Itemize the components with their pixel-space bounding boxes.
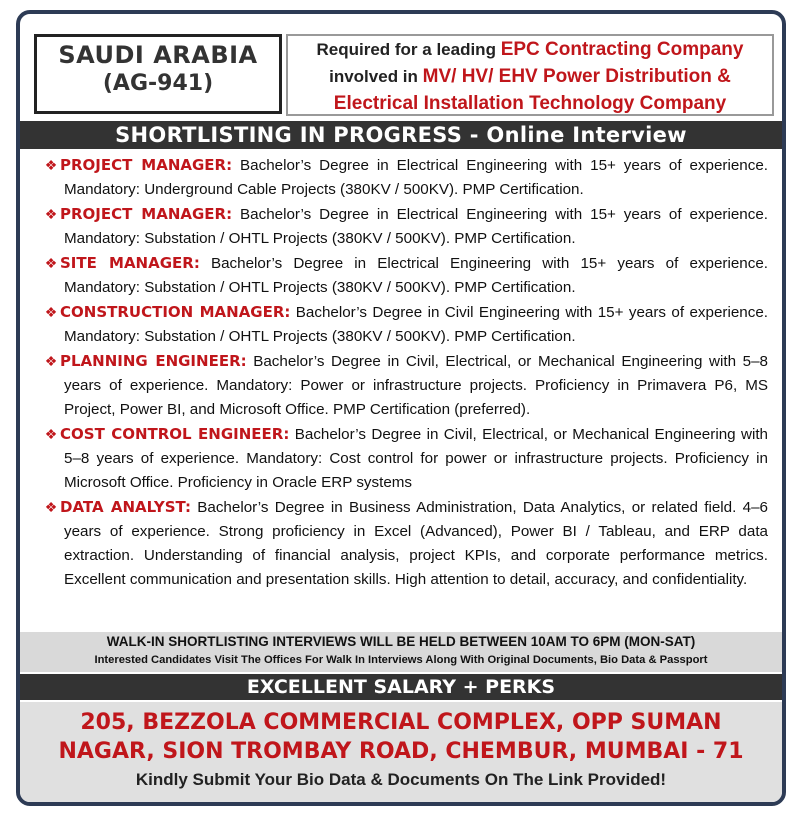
req-plain-2: involved in [329, 67, 423, 86]
diamond-bullet-icon: ❖ [44, 157, 58, 173]
address-block [20, 702, 782, 802]
ad-code: (AG-941) [102, 71, 214, 96]
requirement-line-2 [288, 63, 772, 90]
req-red-3: Electrical Installation Technology Company [333, 93, 727, 114]
job-description: Bachelor’s Degree in Business Administration, Data Analytics, or related field. 4–6 years of experience. Strong proficiency in Excel (Advanced), Power BI / Tableau, and ERP data extraction. Understanding of financial analysis, project KPIs, and corporate performance metrics. Excellent communication and presentation skills. High attention to detail, accuracy, and confidentiality. [64, 499, 768, 588]
job-item [42, 422, 768, 495]
job-title: CONSTRUCTION MANAGER: [60, 303, 291, 321]
diamond-bullet-icon: ❖ [44, 206, 58, 222]
walkin-line-2: Interested Candidates Visit The Offices For Walk In Interviews Along With Original Documents, Bio Data & Passport [94, 654, 708, 666]
job-item [42, 251, 768, 300]
walkin-line-1: WALK-IN SHORTLISTING INTERVIEWS WILL BE HELD BETWEEN 10AM TO 6PM (MON-SAT) [106, 634, 696, 649]
requirement-box [286, 34, 774, 116]
job-item [42, 349, 768, 422]
job-item [42, 153, 768, 202]
flyer-frame [16, 10, 786, 806]
job-description: Bachelor’s Degree in Electrical Engineering with 15+ years of experience. Mandatory: Substation / OHTL Projects (380KV / 500KV). PMP Certification. [64, 206, 768, 247]
diamond-bullet-icon: ❖ [44, 255, 58, 271]
country-title: SAUDI ARABIA [58, 41, 258, 69]
job-description: Bachelor’s Degree in Civil, Electrical, or Mechanical Engineering with 5–8 years of experience. Mandatory: Power or infrastructure projects. Proficiency in Primavera P6, MS Project, Power BI, and Microsoft Office. PMP Certification (preferred). [64, 353, 768, 418]
diamond-bullet-icon: ❖ [44, 426, 58, 442]
diamond-bullet-icon: ❖ [44, 353, 58, 369]
requirement-line-1 [288, 36, 772, 63]
header [20, 14, 782, 122]
job-item [42, 300, 768, 349]
job-item [42, 495, 768, 592]
diamond-bullet-icon: ❖ [44, 304, 58, 320]
walkin-notice [20, 632, 782, 672]
diamond-bullet-icon: ❖ [44, 499, 58, 515]
salary-banner: EXCELLENT SALARY + PERKS [20, 674, 782, 700]
job-description: Bachelor’s Degree in Civil, Electrical, or Mechanical Engineering with 5–8 years of experience. Mandatory: Cost control for power or infrastructure projects. Proficiency in Microsoft Office. Proficiency in Oracle ERP systems [64, 426, 769, 491]
job-description: Bachelor’s Degree in Electrical Engineering with 15+ years of experience. Mandatory: Underground Cable Projects (380KV / 500KV). PMP Certification. [64, 157, 768, 198]
job-description: Bachelor’s Degree in Civil Engineering with 15+ years of experience. Mandatory: Substation / OHTL Projects (380KV / 500KV). PMP Certification. [64, 304, 768, 345]
job-title: COST CONTROL ENGINEER: [60, 425, 290, 443]
job-title: PROJECT MANAGER: [60, 156, 233, 174]
address-line-1: 205, BEZZOLA COMMERCIAL COMPLEX, OPP SUMAN [80, 710, 722, 735]
job-title: DATA ANALYST: [60, 498, 191, 516]
submit-note: Kindly Submit Your Bio Data & Documents On The Link Provided! [135, 770, 667, 789]
job-title: PLANNING ENGINEER: [60, 352, 247, 370]
job-title: SITE MANAGER: [60, 254, 200, 272]
shortlisting-banner: SHORTLISTING IN PROGRESS - Online Interview [20, 121, 782, 149]
job-item [42, 202, 768, 251]
address-line-2: NAGAR, SION TROMBAY ROAD, CHEMBUR, MUMBAI - 71 [58, 739, 744, 764]
job-description: Bachelor’s Degree in Electrical Engineering with 15+ years of experience. Mandatory: Substation / OHTL Projects (380KV / 500KV). PMP Certification. [64, 255, 768, 296]
req-plain-1: Required for a leading [316, 40, 501, 59]
country-box [34, 34, 282, 114]
requirement-line-3 [288, 90, 772, 117]
job-title: PROJECT MANAGER: [60, 205, 233, 223]
req-red-2: MV/ HV/ EHV Power Distribution & [422, 66, 731, 87]
job-list [42, 153, 768, 592]
req-red-1: EPC Contracting Company [500, 39, 744, 60]
